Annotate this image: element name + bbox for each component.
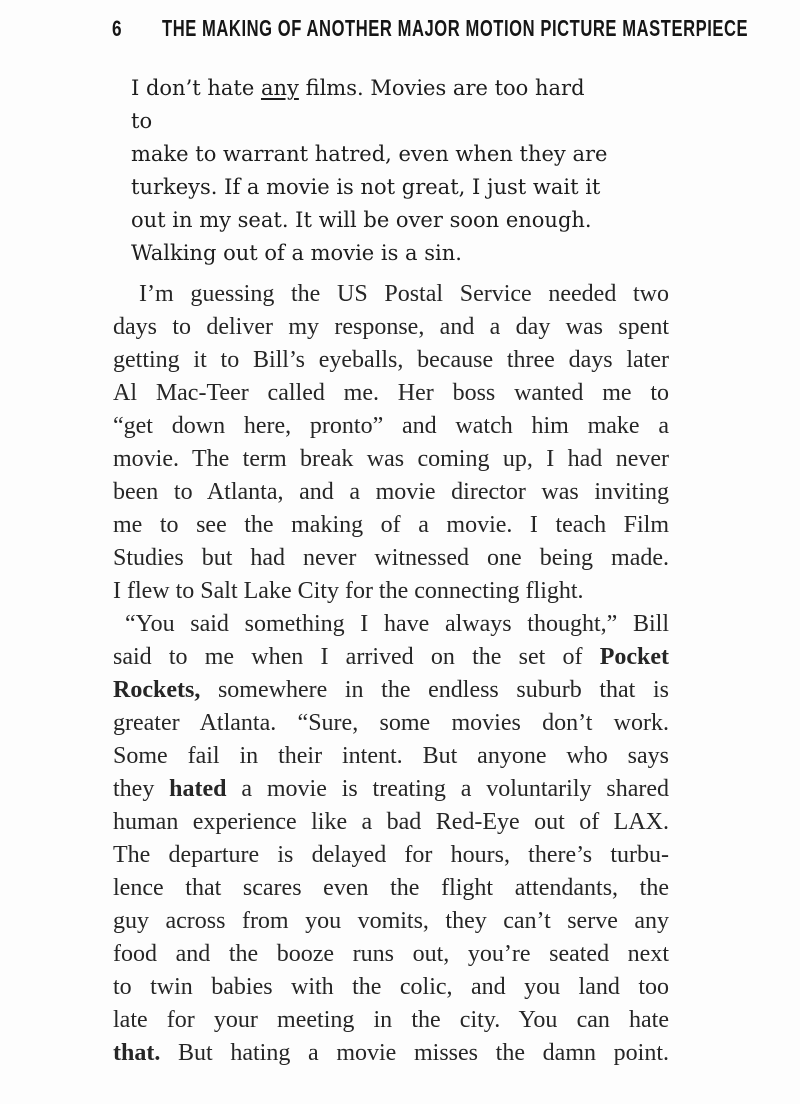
text-segment: guy across from you vomits, they can’t serve any	[113, 908, 669, 934]
text-line	[113, 476, 669, 509]
text-line	[131, 204, 611, 237]
text-segment: said to me when I arrived on the set of	[113, 644, 600, 670]
text-segment: greater Atlanta. “Sure, some movies don’t work.	[113, 710, 669, 736]
text-line	[113, 608, 669, 641]
text-line	[113, 641, 669, 674]
text-segment: I flew to Salt Lake City for the connecting flight.	[113, 578, 584, 604]
text-segment: Al Mac-Teer called me. Her boss wanted me to	[113, 380, 669, 406]
text-line	[113, 674, 669, 707]
text-line	[113, 509, 669, 542]
text-line	[113, 938, 669, 971]
text-segment: But hating a movie misses the damn point.	[160, 1040, 669, 1066]
text-segment: food and the booze runs out, you’re seated next	[113, 941, 669, 967]
text-segment: out in my seat. It will be over soon enough.	[131, 208, 592, 232]
text-segment: movie. The term break was coming up, I had never	[113, 446, 669, 472]
text-segment: make to warrant hatred, even when they are	[131, 142, 608, 166]
text-segment: to twin babies with the colic, and you land too	[113, 974, 669, 1000]
text-segment: human experience like a bad Red-Eye out of LAX.	[113, 809, 669, 835]
text-segment: “You said something I have always thought,” Bill	[125, 611, 669, 637]
text-line	[113, 773, 669, 806]
text-segment: I’m guessing the US Postal Service needed two	[139, 281, 669, 307]
bold-text: hated	[169, 776, 227, 802]
body-text	[113, 278, 669, 1070]
text-line	[113, 872, 669, 905]
text-line	[113, 575, 669, 608]
page-number: 6	[112, 16, 122, 41]
text-segment: been to Atlanta, and a movie director was inviting	[113, 479, 669, 505]
text-line	[113, 377, 669, 410]
text-line	[113, 740, 669, 773]
block-quote	[131, 72, 611, 270]
text-line	[131, 72, 611, 138]
text-segment: lence that scares even the flight attendants, the	[113, 875, 669, 901]
text-line	[113, 344, 669, 377]
paragraph	[113, 608, 669, 1070]
text-segment: turkeys. If a movie is not great, I just wait it	[131, 175, 601, 199]
bold-text: that.	[113, 1040, 161, 1066]
text-line	[131, 138, 611, 171]
text-segment: getting it to Bill’s eyeballs, because three days later	[113, 347, 669, 373]
text-line	[113, 806, 669, 839]
text-segment: days to deliver my response, and a day was spent	[113, 314, 669, 340]
text-segment: Walking out of a movie is a sin.	[131, 241, 462, 265]
text-line	[113, 443, 669, 476]
text-segment: I don’t hate	[131, 76, 261, 100]
text-segment: late for your meeting in the city. You can hate	[113, 1007, 669, 1033]
text-segment: somewhere in the endless suburb that is	[200, 677, 669, 703]
text-segment: The departure is delayed for hours, there’s turbu-	[113, 842, 669, 868]
text-line	[113, 1037, 669, 1070]
text-segment: Studies but had never witnessed one being made.	[113, 545, 669, 571]
bold-text: Pocket	[599, 644, 669, 670]
text-segment: they	[113, 776, 170, 802]
text-segment: me to see the making of a movie. I teach Film	[113, 512, 669, 538]
text-segment: films. Movies are too hard to	[131, 76, 585, 133]
text-line	[113, 971, 669, 1004]
underlined-text: any	[260, 76, 299, 100]
text-segment: a movie is treating a voluntarily shared	[226, 776, 669, 802]
text-segment: Some fail in their intent. But anyone who says	[113, 743, 669, 769]
text-line	[113, 410, 669, 443]
text-line	[131, 237, 611, 270]
running-title: THE MAKING OF ANOTHER MAJOR MOTION PICTURE MASTERPIECE	[162, 15, 749, 41]
text-line	[113, 707, 669, 740]
text-line	[113, 905, 669, 938]
text-line	[113, 839, 669, 872]
page-header	[112, 15, 800, 42]
text-line	[113, 542, 669, 575]
text-line	[113, 311, 669, 344]
text-line	[113, 1004, 669, 1037]
text-segment: “get down here, pronto” and watch him make a	[113, 413, 669, 439]
bold-text: Rockets,	[113, 677, 201, 703]
text-line	[113, 278, 669, 311]
paragraph	[113, 278, 669, 608]
text-line	[131, 171, 611, 204]
